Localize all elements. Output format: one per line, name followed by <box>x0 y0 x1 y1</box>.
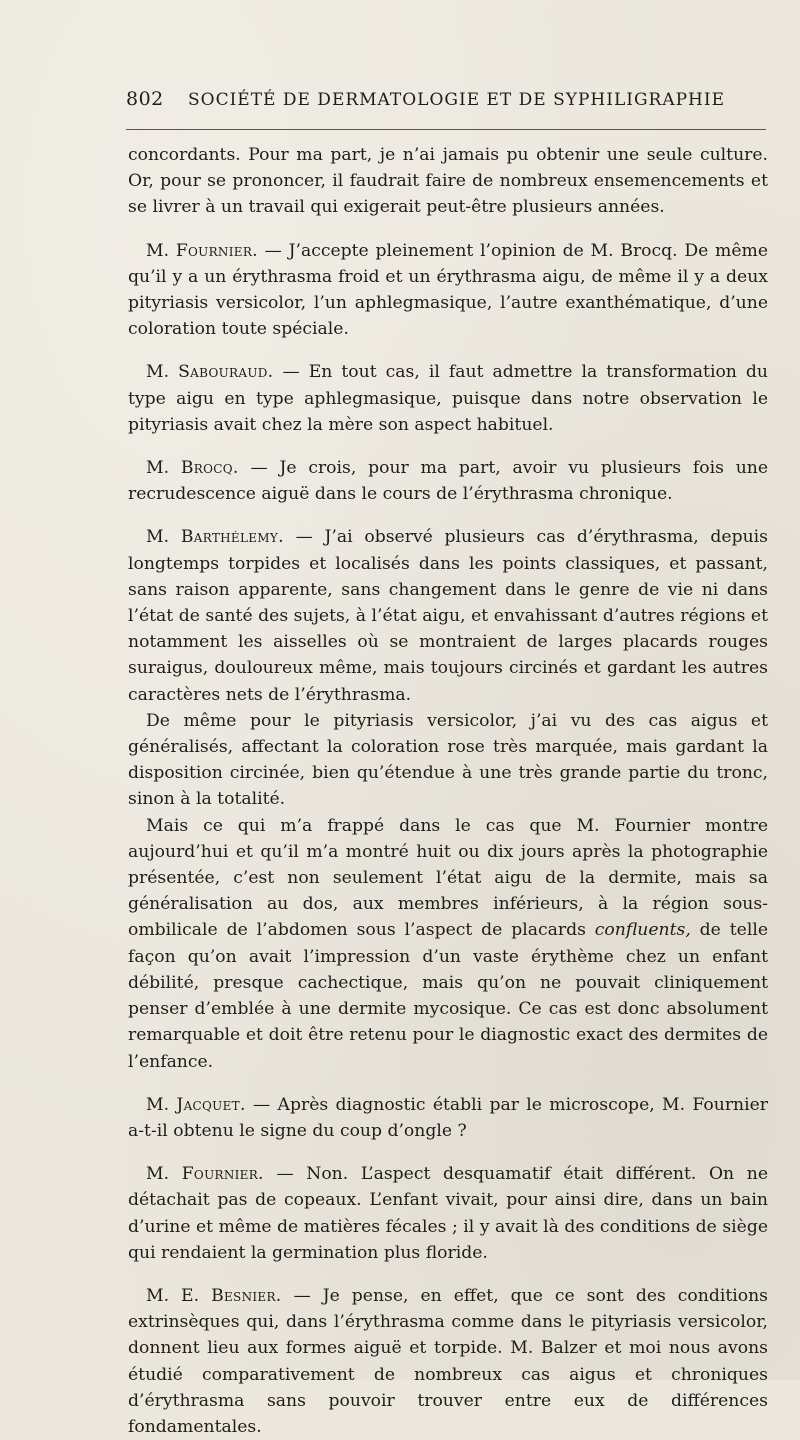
speaker-prefix: M. <box>146 1094 177 1115</box>
paragraph-6-text: De même pour le pityriasis versicolor, j’ai vu des cas aigus et généralisés, affectant la coloration rose très marquée, mais gardant la disposition circinée, bien qu’étendue à une très grande partie du tronc, sinon à la totalité. <box>128 710 768 810</box>
body-text <box>128 142 768 1440</box>
speaker-name: Brocq. <box>180 458 239 479</box>
speaker-name: Sabouraud. <box>178 362 274 383</box>
paragraph-5-text: — J’ai observé plusieurs cas d’érythrasma, depuis longtemps torpides et localisés dans les points classiques, et passant, sans raison apparente, sans changement dans le genre de vie ni dans l’état de santé des sujets, à l’état aigu, et envahissant d’autres régions et notamment les aisselles où se montraient de larges placards rouges suraigus, douloureux même, mais toujours circinés et gardant les autres caractères nets de l’érythrasma. <box>128 527 768 705</box>
speaker-name: Barthélemy. <box>180 527 284 548</box>
speaker-name: Jacquet. <box>176 1094 246 1115</box>
paragraph-8-text: — Après diagnostic établi par le microscope, M. Fournier a-t-il obtenu le signe du coup d’ongle ? <box>128 1094 768 1141</box>
speaker-name: Fournier. <box>175 240 258 261</box>
header-rule <box>126 129 766 130</box>
speaker-name: Fournier. <box>181 1164 264 1185</box>
speaker-prefix: M. <box>146 458 181 479</box>
paragraph-7-text-end: de telle façon qu’on avait l’impression d’un vaste érythème chez un enfant débilité, presque cachectique, mais qu’on ne pouvait cliniquement penser d’emblée à une dermite mycosique. Ce cas est donc absolument remarquable et doit être retenu pour le diagnostic exact des dermites de l’enfance. <box>128 920 768 1072</box>
paragraph-9 <box>128 1161 768 1266</box>
running-title: SOCIÉTÉ DE DERMATOLOGIE ET DE SYPHILIGRAPHIE <box>188 90 726 110</box>
paragraph-10-text: — Je pense, en effet, que ce sont des conditions extrinsèques qui, dans l’érythrasma comme dans le pityriasis versicolor, donnent lieu aux formes aiguë et torpide. M. Balzer et moi nous avons étudié comparativement de nombreux cas aigus et chroniques d’érythrasma sans pouvoir trouver entre eux de différences fondamentales. <box>128 1285 768 1437</box>
paragraph-7 <box>128 813 768 1075</box>
paragraph-3-text: — En tout cas, il faut admettre la transformation du type aigu en type aphlegmasique, puisque dans notre observation le pityriasis avait chez la mère son aspect habituel. <box>128 362 768 435</box>
paragraph-2 <box>128 238 768 343</box>
page-number: 802 <box>126 88 164 110</box>
paragraph-2-text: — J’accepte pleinement l’opinion de M. Brocq. De même qu’il y a un érythrasma froid et un érythrasma aigu, de même il y a deux pityriasis versicolor, l’un aphlegmasique, l’autre exanthématique, d’une coloration toute spéciale. <box>128 240 768 340</box>
speaker-prefix: M. <box>146 240 176 261</box>
paragraph-10 <box>128 1283 768 1440</box>
paragraph-5 <box>128 524 768 707</box>
speaker-prefix: M. E. <box>146 1285 212 1306</box>
paragraph-4 <box>128 455 768 507</box>
speaker-prefix: M. <box>146 1164 182 1185</box>
italic-term: confluents, <box>594 920 691 941</box>
speaker-prefix: M. <box>146 527 181 548</box>
paragraph-4-text: — Je crois, pour ma part, avoir vu plusieurs fois une recrudescence aiguë dans le cours de l’érythrasma chronique. <box>128 458 768 505</box>
paragraph-9-text: — Non. L’aspect desquamatif était différent. On ne détachait pas de copeaux. L’enfant vivait, pour ainsi dire, dans un bain d’urine et même de matières fécales ; il y avait là des conditions de siège qui rendaient la germination plus floride. <box>128 1164 768 1263</box>
paragraph-6 <box>128 708 768 813</box>
speaker-prefix: M. <box>146 362 179 383</box>
paragraph-1 <box>128 142 768 221</box>
paragraph-3 <box>128 359 768 438</box>
paragraph-1-text: concordants. Pour ma part, je n’ai jamais pu obtenir une seule culture. Or, pour se prononcer, il faudrait faire de nombreux ensemencements et se livrer à un travail qui exigerait peut-être plusieurs années. <box>128 145 768 218</box>
paragraph-7-text: Mais ce qui m’a frappé dans le cas que M. Fournier montre aujourd’hui et qu’il m’a montré huit ou dix jours après la photographie présentée, c’est non seulement l’état aigu de la dermite, mais sa généralisation au dos, aux membres inférieurs, à la région sous-ombilicale de l’abdomen sous l’aspect de placards <box>128 815 768 941</box>
paragraph-8 <box>128 1092 768 1144</box>
page-header <box>126 88 766 118</box>
speaker-name: Besnier. <box>211 1285 282 1306</box>
